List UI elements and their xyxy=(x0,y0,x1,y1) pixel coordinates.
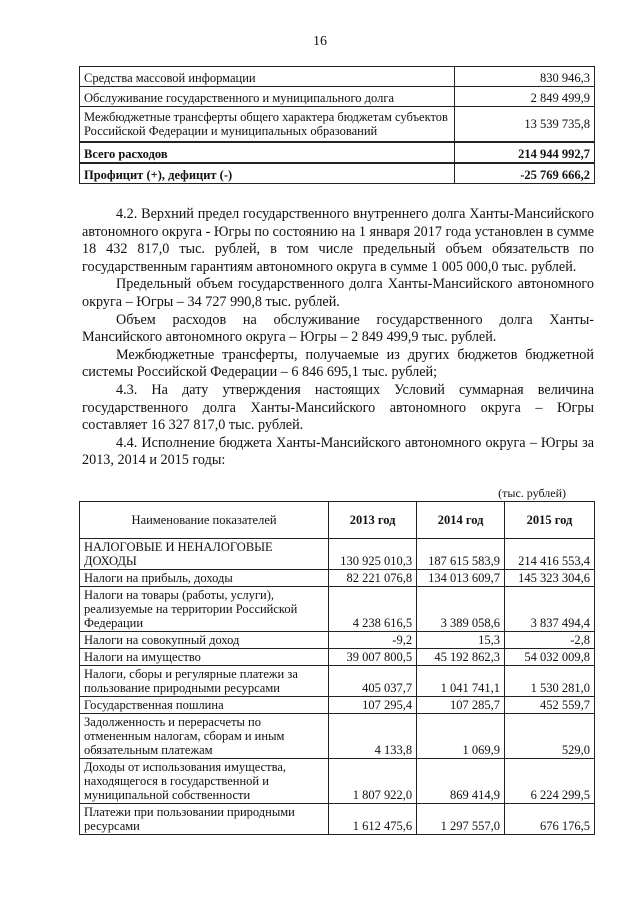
value-2014: 134 013 609,7 xyxy=(417,570,505,587)
paragraph-debt-service: Объем расходов на обслуживание государственного долга Ханты-Мансийского автономного округа – Югры – 2 849 499,9 тыс. рублей. xyxy=(82,311,594,346)
row-label: Налоги на прибыль, доходы xyxy=(80,570,329,587)
row-value: 2 849 499,9 xyxy=(455,87,595,107)
row-value: 830 946,3 xyxy=(455,67,595,87)
units-label: (тыс. рублей) xyxy=(498,486,566,500)
page-number: 16 xyxy=(313,34,327,49)
value-2015: 452 559,7 xyxy=(505,697,595,714)
table-row xyxy=(80,587,595,632)
row-label: Межбюджетные трансферты общего характера бюджетам субъектов Российской Федерации и муниципальных образований xyxy=(80,107,455,143)
value-2014: 15,3 xyxy=(417,632,505,649)
paragraph-4-3: 4.3. На дату утверждения настоящих Условий суммарная величина государственного долга Ханты-Мансийского автономного округа – Югры составляет 16 327 817,0 тыс. рублей. xyxy=(82,381,594,434)
table-row xyxy=(80,759,595,804)
row-label: Налоги на имущество xyxy=(80,649,329,666)
table-row xyxy=(80,67,595,87)
table-row xyxy=(80,142,595,163)
value-2015: -2,8 xyxy=(505,632,595,649)
row-value: 214 944 992,7 xyxy=(455,142,595,163)
table-row xyxy=(80,714,595,759)
row-label: НАЛОГОВЫЕ И НЕНАЛОГОВЫЕ ДОХОДЫ xyxy=(80,539,329,570)
value-2015: 214 416 553,4 xyxy=(505,539,595,570)
paragraph-debt-limit: Предельный объем государственного долга Ханты-Мансийского автономного округа – Югры – 34 727 990,8 тыс. рублей. xyxy=(82,276,594,310)
value-2013: 107 295,4 xyxy=(329,697,417,714)
table-row xyxy=(80,666,595,697)
body-text xyxy=(82,206,594,470)
value-2013: 1 612 475,6 xyxy=(329,804,417,835)
row-label: Средства массовой информации xyxy=(80,67,455,87)
value-2014: 869 414,9 xyxy=(417,759,505,804)
value-2015: 3 837 494,4 xyxy=(505,587,595,632)
row-label: Всего расходов xyxy=(80,142,455,163)
value-2015: 145 323 304,6 xyxy=(505,570,595,587)
value-2015: 6 224 299,5 xyxy=(505,759,595,804)
paragraph-4-4: 4.4. Исполнение бюджета Ханты-Мансийского автономного округа – Югры за 2013, 2014 и 2015 годы: xyxy=(82,434,594,469)
table-row xyxy=(80,570,595,587)
budget-execution-table xyxy=(79,501,595,835)
value-2013: 39 007 800,5 xyxy=(329,649,417,666)
value-2014: 1 069,9 xyxy=(417,714,505,759)
row-label: Задолженность и перерасчеты по отмененным налогам, сборам и иным обязательным платежам xyxy=(80,714,329,759)
value-2013: 4 238 616,5 xyxy=(329,587,417,632)
value-2014: 1 297 557,0 xyxy=(417,804,505,835)
table-row xyxy=(80,539,595,570)
value-2015: 1 530 281,0 xyxy=(505,666,595,697)
row-label: Доходы от использования имущества, находящегося в государственной и муниципальной собственности xyxy=(80,759,329,804)
value-2014: 45 192 862,3 xyxy=(417,649,505,666)
value-2013: -9,2 xyxy=(329,632,417,649)
paragraph-transfers: Межбюджетные трансферты, получаемые из других бюджетов бюджетной системы Российской Федерации – 6 846 695,1 тыс. рублей; xyxy=(82,346,594,381)
row-label: Государственная пошлина xyxy=(80,697,329,714)
table-row xyxy=(80,87,595,107)
value-2013: 405 037,7 xyxy=(329,666,417,697)
table-row xyxy=(80,107,595,143)
header-2013: 2013 год xyxy=(329,502,417,539)
table-row xyxy=(80,649,595,666)
value-2014: 3 389 058,6 xyxy=(417,587,505,632)
row-value: 13 539 735,8 xyxy=(455,107,595,143)
value-2014: 187 615 583,9 xyxy=(417,539,505,570)
value-2014: 1 041 741,1 xyxy=(417,666,505,697)
table-row xyxy=(80,697,595,714)
table-row xyxy=(80,804,595,835)
row-label: Налоги, сборы и регулярные платежи за пользование природными ресурсами xyxy=(80,666,329,697)
row-label: Профицит (+), дефицит (-) xyxy=(80,163,455,184)
header-2015: 2015 год xyxy=(505,502,595,539)
row-label: Налоги на товары (работы, услуги), реализуемые на территории Российской Федерации xyxy=(80,587,329,632)
row-value: -25 769 666,2 xyxy=(455,163,595,184)
row-label: Платежи при пользовании природными ресурсами xyxy=(80,804,329,835)
value-2013: 1 807 922,0 xyxy=(329,759,417,804)
value-2015: 676 176,5 xyxy=(505,804,595,835)
table-row xyxy=(80,163,595,184)
expenses-summary-table xyxy=(79,66,595,184)
header-2014: 2014 год xyxy=(417,502,505,539)
value-2015: 529,0 xyxy=(505,714,595,759)
value-2014: 107 285,7 xyxy=(417,697,505,714)
row-label: Обслуживание государственного и муниципального долга xyxy=(80,87,455,107)
table-header-row xyxy=(80,502,595,539)
value-2013: 4 133,8 xyxy=(329,714,417,759)
paragraph-4-2: 4.2. Верхний предел государственного внутреннего долга Ханты-Мансийского автономного округа - Югры по состоянию на 1 января 2017 года установлен в сумме 18 432 817,0 тыс. рублей, в том числе предельный объем обязательств по государственным гарантиям автономного округа в сумме 1 005 000,0 тыс. рублей. xyxy=(82,206,594,275)
table-row xyxy=(80,632,595,649)
header-indicator: Наименование показателей xyxy=(80,502,329,539)
row-label: Налоги на совокупный доход xyxy=(80,632,329,649)
value-2013: 130 925 010,3 xyxy=(329,539,417,570)
value-2015: 54 032 009,8 xyxy=(505,649,595,666)
value-2013: 82 221 076,8 xyxy=(329,570,417,587)
